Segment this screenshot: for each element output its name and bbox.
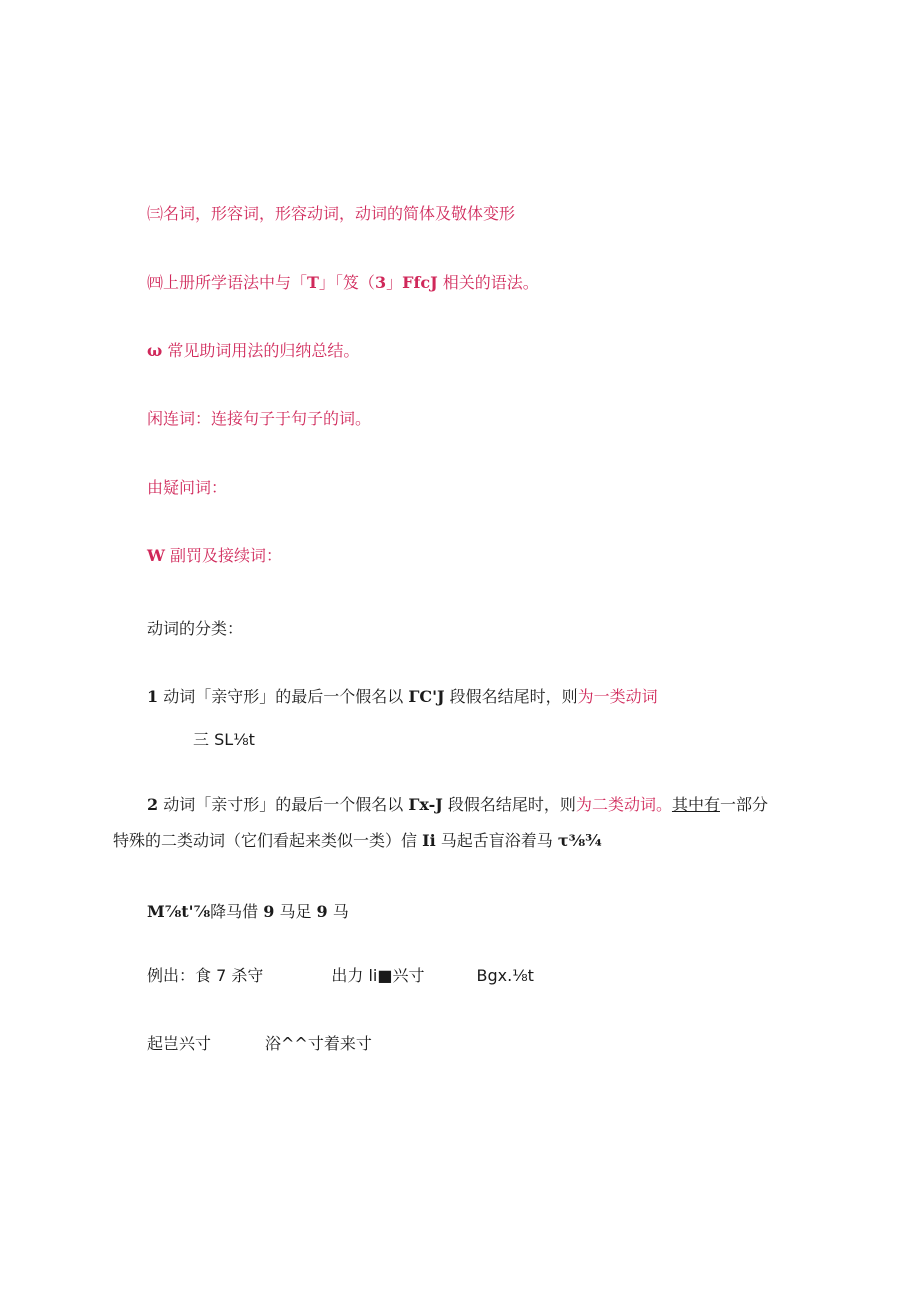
text-segment: 相关的语法。 bbox=[437, 273, 539, 292]
heading-grammar-related bbox=[147, 273, 539, 293]
text-segment: ГC'J bbox=[408, 687, 445, 706]
text-segment: 马起舌盲浴着马 bbox=[435, 831, 558, 850]
text-segment: ω bbox=[147, 341, 163, 360]
text-segment: Ii bbox=[422, 831, 436, 850]
example-class1: 三 SL⅛t bbox=[193, 730, 255, 749]
text-segment: 副罚及接续词： bbox=[164, 546, 283, 565]
text-segment: 段假名结尾时，则 bbox=[442, 795, 576, 814]
example-item: 浴^^寸着来寸 bbox=[265, 1034, 372, 1053]
text-segment: 马足 bbox=[274, 902, 317, 921]
example-item: 出力 li■兴寸 bbox=[331, 966, 425, 985]
examples-row-1 bbox=[147, 966, 534, 986]
text-segment: 」 bbox=[386, 273, 403, 292]
text-segment: ㈣上册所学语法中与「 bbox=[147, 273, 308, 292]
heading-verb-conjugation: ㈢名词，形容词，形容动词，动词的简体及敬体变形 bbox=[147, 204, 516, 223]
text-segment: 常见助词用法的归纳总结。 bbox=[162, 341, 360, 360]
text-segment: 动词「亲守形」的最后一个假名以 bbox=[158, 687, 409, 706]
example-item: Bgx.⅛t bbox=[476, 966, 534, 985]
paragraph-class1 bbox=[147, 687, 658, 707]
example-item: 例出：食 7 杀守 bbox=[147, 966, 264, 985]
text-segment: 一部分 bbox=[719, 795, 768, 814]
text-segment: T bbox=[307, 273, 319, 292]
text-segment: 其中有 bbox=[671, 795, 720, 814]
text-segment: Гx-J bbox=[408, 795, 443, 814]
text-segment: M⅞t'⅞ bbox=[147, 902, 211, 921]
text-segment: 为二类动词。 bbox=[575, 795, 672, 814]
text-segment: 2 bbox=[147, 795, 159, 814]
text-segment: 降马借 bbox=[210, 902, 264, 921]
text-segment: FfcJ bbox=[402, 273, 438, 292]
text-segment: 段假名结尾时，则 bbox=[444, 687, 578, 706]
text-segment: τ⅜¾ bbox=[557, 831, 602, 850]
heading-particles bbox=[147, 341, 359, 361]
special-verbs-list bbox=[147, 902, 349, 922]
text-segment: 马 bbox=[327, 902, 349, 921]
text-segment: W bbox=[147, 546, 165, 565]
heading-conjunctions: 闲连词：连接句子于句子的词。 bbox=[147, 409, 372, 428]
paragraph-class2-continued bbox=[113, 831, 602, 851]
text-segment: 9 bbox=[316, 902, 328, 921]
text-segment: 9 bbox=[263, 902, 275, 921]
text-segment: 动词「亲寸形」的最后一个假名以 bbox=[158, 795, 409, 814]
section-title-verb-classes: 动词的分类： bbox=[147, 619, 244, 638]
text-segment: 1 bbox=[147, 687, 159, 706]
paragraph-class2 bbox=[147, 795, 768, 815]
text-segment: 特殊的二类动词（它们看起来类似一类）信 bbox=[113, 831, 423, 850]
text-segment: 」「笈（ bbox=[318, 273, 375, 292]
text-segment: 3 bbox=[374, 273, 387, 292]
text-segment: 为一类动词 bbox=[577, 687, 658, 706]
heading-adverbs bbox=[147, 546, 282, 566]
heading-interrogatives: 由疑问词： bbox=[147, 478, 228, 497]
example-item: 起岂兴寸 bbox=[147, 1034, 212, 1053]
examples-row-2 bbox=[147, 1034, 372, 1054]
